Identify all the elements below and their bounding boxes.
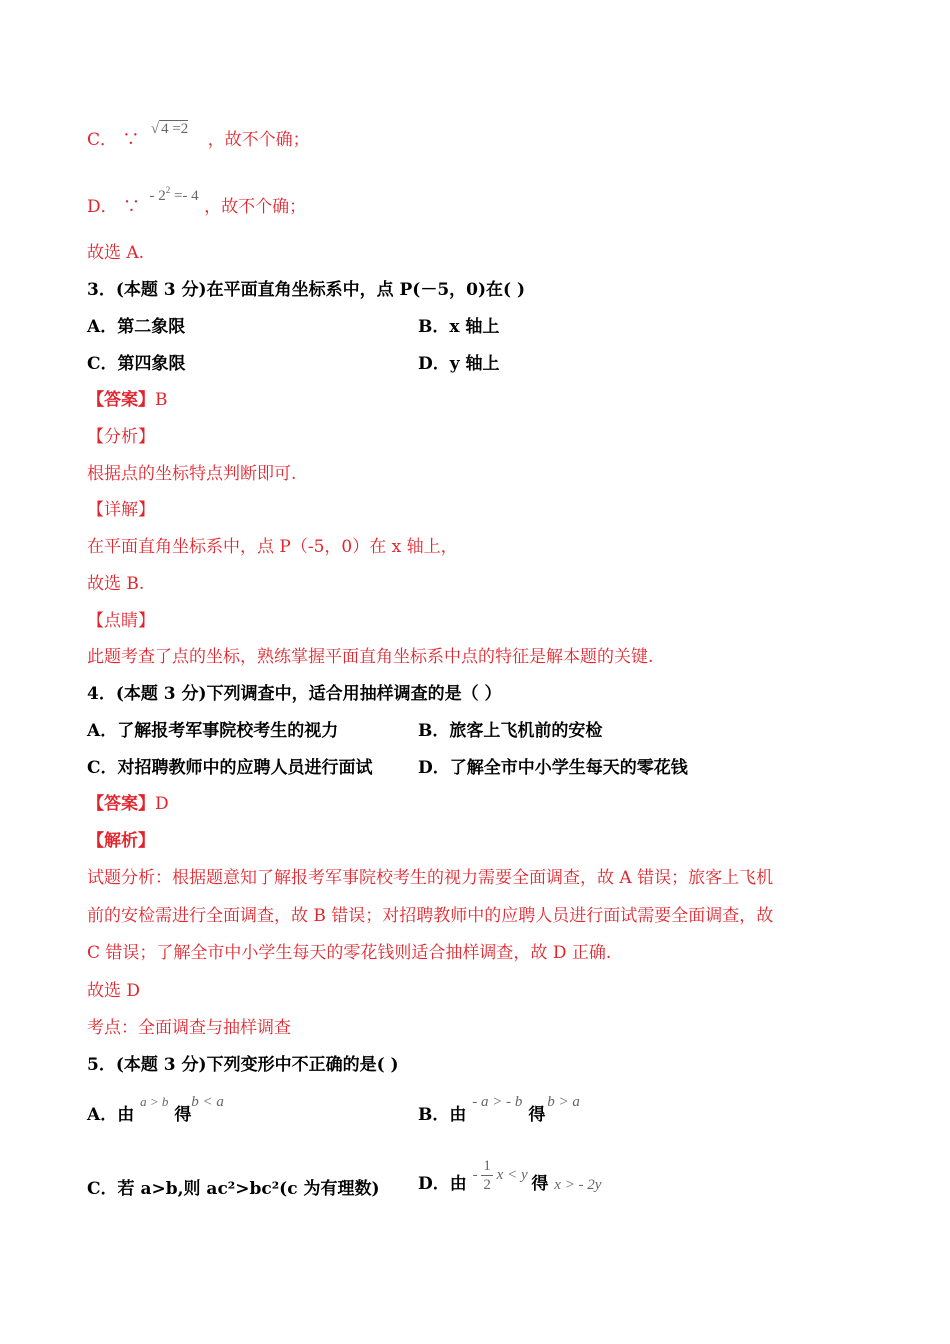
q4-explain-line: 前的安检需进行全面调查，故 B 错误；对招聘教师中的应聘人员进行面试需要全面调查，故	[87, 906, 774, 926]
q5-option-c: C．若 a>b,则 ac²>bc²(c 为有理数)	[87, 1179, 380, 1199]
option-d-solution	[87, 185, 307, 219]
de-word: 得	[174, 1105, 192, 1125]
option-label: D．由	[418, 1174, 467, 1194]
de-word: 得	[528, 1105, 546, 1125]
prev-conclusion: 故选 A.	[87, 243, 145, 263]
option-c-solution	[87, 121, 310, 152]
math-expression: b < a	[191, 1094, 224, 1110]
answer-tag: 【答案】	[87, 794, 155, 814]
option-label: C．	[87, 130, 118, 150]
de-word: 得	[531, 1174, 549, 1194]
because-symbol: ∵	[123, 197, 141, 217]
q3-answer	[87, 389, 168, 411]
q4-option-b: B．旅客上飞机前的安检	[418, 721, 603, 741]
power-expression: - $2^2 =- 4$	[149, 185, 199, 204]
math-expression: b > a	[547, 1094, 580, 1110]
q3-option-c: C．第四象限	[87, 354, 186, 374]
answer-value: B	[155, 390, 168, 410]
q4-explain-line: C 错误；了解全市中小学生每天的零花钱则适合抽样调查，故 D 正确.	[87, 943, 612, 963]
q3-option-b: B．x 轴上	[418, 317, 500, 337]
option-label: A．由	[87, 1105, 135, 1125]
q5-option-b	[418, 1094, 580, 1127]
q4-stem: 4．(本题 3 分)下列调查中，适合用抽样调查的是（ ）	[87, 684, 502, 704]
q3-option-d: D．y 轴上	[418, 354, 500, 374]
q3-stem: 3．(本题 3 分)在平面直角坐标系中，点 P(－5，0)在( )	[87, 280, 526, 300]
q4-option-d: D．了解全市中小学生每天的零花钱	[418, 758, 688, 778]
math-expression: a > b	[140, 1094, 169, 1109]
because-symbol: ∵	[122, 130, 140, 150]
q3-analysis: 根据点的坐标特点判断即可.	[87, 464, 297, 484]
q5-option-a	[87, 1094, 224, 1127]
q3-conclusion: 故选 B.	[87, 574, 145, 594]
q3-detail: 在平面直角坐标系中，点 P（-5，0）在 x 轴上，	[87, 537, 458, 557]
fraction: $\frac{1}{2}$	[483, 1158, 491, 1194]
math-expression: - a > - b	[472, 1094, 523, 1110]
d-conclusion-text: ，故不个确；	[204, 197, 307, 217]
q3-option-a: A．第二象限	[87, 317, 186, 337]
q3-detail-tag: 【详解】	[87, 500, 155, 520]
c-conclusion-text: ，故不个确；	[207, 130, 310, 150]
q3-comment: 此题考查了点的坐标，熟练掌握平面直角坐标系中点的特征是解本题的关键.	[87, 647, 654, 667]
answer-value: D	[155, 794, 169, 814]
q5-option-d	[418, 1158, 602, 1205]
q4-option-a: A．了解报考军事院校考生的视力	[87, 721, 339, 741]
answer-tag: 【答案】	[87, 390, 155, 410]
q3-analysis-tag: 【分析】	[87, 427, 155, 447]
q4-option-c: C．对招聘教师中的应聘人员进行面试	[87, 758, 373, 778]
sqrt-expression: √ 4 =2	[150, 121, 189, 137]
option-label: B．由	[418, 1105, 467, 1125]
q5-stem: 5．(本题 3 分)下列变形中不正确的是( )	[87, 1055, 399, 1075]
math-expression: x > - 2y	[554, 1177, 602, 1193]
fraction-expression: - $\frac{1}{2}$ x < y	[472, 1158, 528, 1194]
q4-conclusion: 故选 D	[87, 981, 141, 1001]
q4-answer	[87, 793, 169, 815]
q3-comment-tag: 【点睛】	[87, 611, 155, 631]
q4-point: 考点：全面调查与抽样调查	[87, 1018, 291, 1038]
q4-explain-tag: 【解析】	[87, 831, 155, 851]
option-label: D．	[87, 197, 118, 217]
q4-explain-line: 试题分析：根据题意知了解报考军事院校考生的视力需要全面调查，故 A 错误；旅客上飞机	[87, 868, 774, 888]
